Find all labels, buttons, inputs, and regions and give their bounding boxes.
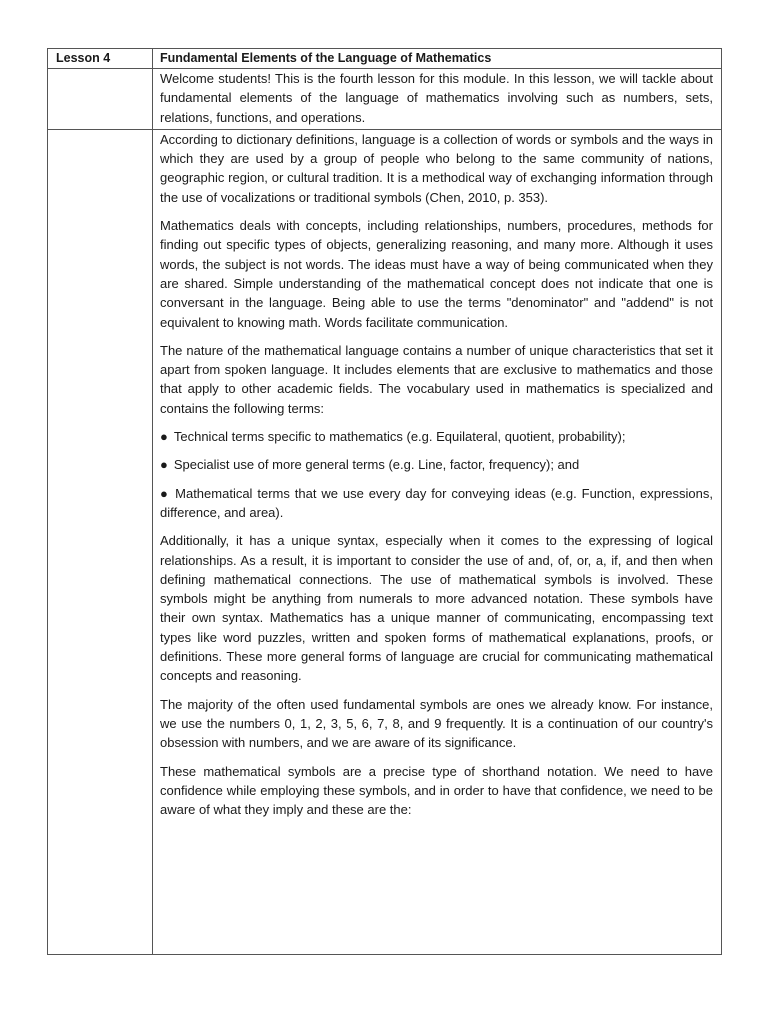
content-row [48, 129, 722, 954]
lesson-table [47, 48, 722, 955]
welcome-row [48, 69, 722, 130]
paragraph-fundamental-symbols: The majority of the often used fundamental symbols are ones we already know. For instance, we use the numbers 0, 1, 2, 3, 5, 6, 7, 8, and 9 frequently. It is a continuation of our country's obsession with numbers, and we are aware of its significance. [160, 696, 713, 751]
lesson-label: Lesson 4 [56, 51, 111, 65]
bullet-icon: ● [160, 485, 170, 501]
header-row [48, 49, 722, 69]
paragraph-mathematics-concepts: Mathematics deals with concepts, including relationships, numbers, procedures, methods for finding out specific types of objects, generalizing reasoning, and many more. Although it uses words, the subject is not words. The ideas must have a way of being communicated when they are shared. Simple understanding of the mathematical concept does not indicate that one is conversant in the language. Being able to use the terms "denominator" and "addend" is not equivalent to knowing math. Words facilitate communication. [160, 218, 713, 330]
paragraph-language-definition: According to dictionary definitions, language is a collection of words or symbols and the ways in which they are used by a group of people who belong to the same community of nations, geographic region, or cultural tradition. It is a methodical way of exchanging information through the use of vocalizations or traditional symbols (Chen, 2010, p. 353). [160, 131, 713, 205]
document-page [47, 48, 721, 976]
welcome-paragraph: Welcome students! This is the fourth lesson for this module. In this lesson, we will tackle about fundamental elements of the language of mathematics involving such as numbers, sets, relations, functions, and operations. [160, 71, 713, 125]
content-body [153, 130, 721, 820]
lesson-title: Fundamental Elements of the Language of Mathematics [160, 51, 492, 65]
bullet-item-technical-terms [160, 427, 713, 446]
bullet-item-specialist-use [160, 455, 713, 474]
paragraph-nature-of-language: The nature of the mathematical language contains a number of unique characteristics that set it apart from spoken language. It includes elements that are exclusive to mathematics and those that apply to other academic fields. The vocabulary used in mathematics is specialized and contains the following terms: [160, 342, 713, 416]
paragraph-shorthand-notation: These mathematical symbols are a precise type of shorthand notation. We need to have confidence while employing these symbols, and in order to have that confidence, we need to be aware of what they imply and these are the: [160, 763, 713, 818]
bullet-icon: ● [160, 457, 168, 473]
bullet-text: Specialist use of more general terms (e.g. Line, factor, frequency); and [173, 457, 580, 473]
bullet-item-everyday-terms [160, 484, 713, 523]
bullet-icon: ● [160, 429, 168, 445]
paragraph-syntax: Additionally, it has a unique syntax, especially when it comes to the expressing of logical relationships. As a result, it is important to consider the use of and, of, or, a, if, and then when defining mathematical connections. The use of mathematical symbols is involved. These symbols might be anything from numerals to more advanced notation. These symbols have their own syntax. Mathematics has a unique manner of communicating, encompassing text types like word puzzles, written and spoken forms of mathematical explanations, proofs, or definitions. These more general forms of language are crucial for communicating mathematical concepts and reasoning. [160, 533, 713, 684]
bullet-text: Mathematical terms that we use every day for conveying ideas (e.g. Function, expressions, difference, and area). [160, 485, 713, 520]
bullet-text: Technical terms specific to mathematics (e.g. Equilateral, quotient, probability); [173, 429, 626, 445]
